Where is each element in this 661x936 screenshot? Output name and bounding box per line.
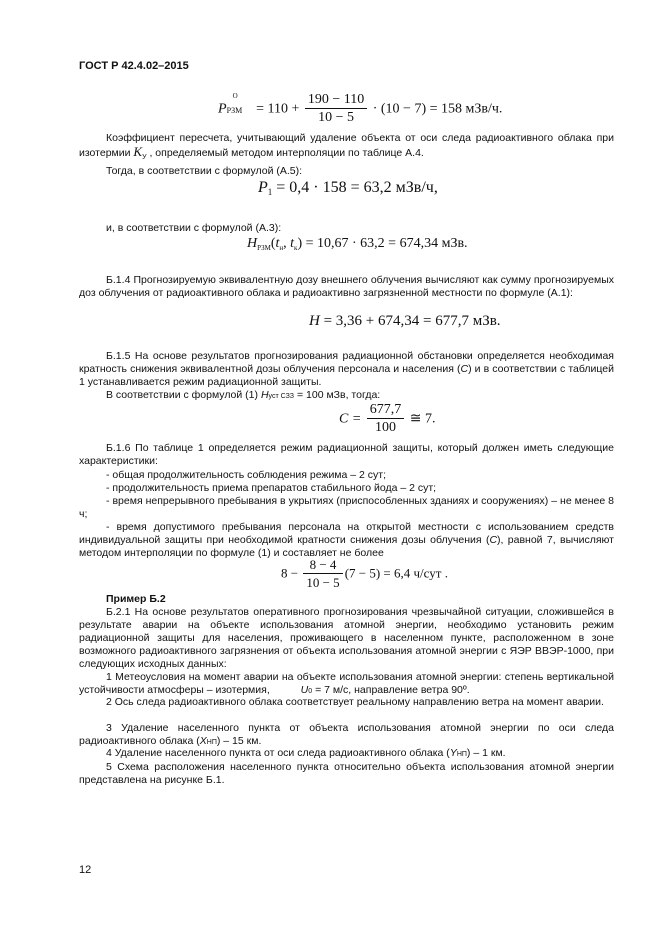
paragraph: и, в соответствии с формулой (А.3): bbox=[106, 222, 282, 234]
subscript: НП bbox=[206, 739, 217, 746]
formula-text: · (10 − 7) = 158 мЗв/ч. bbox=[372, 101, 503, 117]
text: , определяемый методом интерполяции по таблице А.4. bbox=[149, 147, 424, 159]
fraction-denominator: 10 − 5 bbox=[318, 110, 354, 125]
formula-text: = 110 + bbox=[256, 101, 300, 117]
formula-symbol: H bbox=[247, 236, 258, 251]
formula-subscript: РЗМ bbox=[257, 244, 271, 252]
formula-text: (7 − 5) = 6,4 ч/сут . bbox=[344, 565, 448, 581]
fraction-denominator: 10 − 5 bbox=[306, 575, 340, 590]
formula-subscript: 1 bbox=[267, 187, 273, 197]
text: = 7 м/с, направление ветра 90º. bbox=[315, 684, 470, 696]
page-number: 12 bbox=[79, 864, 92, 876]
formula-subscript: РЗМ bbox=[226, 106, 243, 115]
paragraph: Б.2.1 На основе результатов оперативного прогнозирования чрезвычайной ситуации, сложившейся в результате аварии на объекте использования атомной энергии, необходимо установить режим радиационной защиты для населения, проживающего в населенном пункте, расположенном в зоне возможного радиоактивного загрязнения от объекта использования атомной энергии с ЯЭР ВВЭР-1000, при следующих исходных данных: bbox=[79, 606, 614, 670]
formula-text: ≅ 7. bbox=[409, 411, 436, 427]
formula-fraction bbox=[305, 92, 367, 127]
formula-symbol: t bbox=[275, 236, 280, 251]
formula-fraction bbox=[367, 402, 405, 437]
subscript: уст СЗЗ bbox=[268, 393, 295, 400]
subscript: У bbox=[142, 154, 147, 161]
formula-p1 bbox=[258, 181, 438, 199]
text: 3 Удаление населенного пункта от объекта использования атомной энергии по оси следа радиоактивного облака ( bbox=[79, 722, 614, 747]
formula-text: ) bbox=[297, 236, 303, 251]
text: В соответствии с формулой (1) bbox=[106, 389, 259, 401]
list-item: - продолжительность приема препаратов стабильного йода – 2 сут; bbox=[106, 482, 437, 494]
symbol: U bbox=[300, 684, 309, 696]
formula-text: C = bbox=[339, 411, 362, 427]
formula-subscript: к bbox=[294, 244, 298, 252]
formula-text: , bbox=[283, 236, 291, 251]
list-item: - время непрерывного пребывания в укрытиях (приспособленных зданиях и сооружениях) – не менее 8 ч; bbox=[79, 495, 614, 520]
symbol: Y bbox=[449, 747, 457, 759]
paragraph: Б.1.4 Прогнозируемую эквивалентную дозу внешнего облучения вычисляют как сумму прогнозируемых доз облучения от радиоактивного облака и радиоактивно загрязненной местности по формуле (А.1): bbox=[79, 274, 614, 299]
paragraph bbox=[79, 747, 614, 761]
symbol: K bbox=[133, 144, 143, 159]
text: 1 Метеоусловия на момент аварии на объекте использования атомной энергии: степень вертикальной устойчивости атмосферы – изотермия, bbox=[79, 671, 614, 696]
formula-text: = 10,67 · 63,2 = 674,34 мЗв. bbox=[305, 236, 468, 251]
formula-fraction bbox=[303, 557, 342, 592]
symbol: C bbox=[460, 363, 469, 375]
text: ) и в соответствии с таблицей 1 устанавливается режим радиационной защиты. bbox=[79, 363, 615, 388]
formula-p-rzm bbox=[218, 92, 502, 127]
symbol: X bbox=[199, 735, 207, 747]
formula-h-rzm bbox=[247, 237, 468, 255]
formula-subscript: н bbox=[279, 244, 284, 252]
paragraph bbox=[79, 389, 614, 403]
paragraph: Б.1.6 По таблице 1 определяется режим радиационной защиты, который должен иметь следующие характеристики: bbox=[79, 442, 614, 467]
text: ), равной 7, вычисляют методом интерполяции по формуле (1) и составляет не более bbox=[79, 534, 614, 559]
paragraph bbox=[79, 350, 614, 389]
fraction-numerator: 190 − 110 bbox=[305, 92, 367, 109]
example-title: Пример Б.2 bbox=[106, 593, 166, 605]
formula-text: 8 − bbox=[281, 565, 299, 581]
paragraph bbox=[79, 671, 614, 698]
text: Б.1.5 На основе результатов прогнозирования радиационной обстановки определяется необходимая кратность снижения эквивалентной дозы облучения персонала и населения ( bbox=[79, 350, 614, 375]
formula-symbol: H bbox=[309, 313, 320, 329]
symbol: C bbox=[489, 534, 498, 546]
fraction-numerator: 677,7 bbox=[367, 402, 405, 419]
paragraph: 5 Схема расположения населенного пункта относительно объекта использования атомной энергии представлена на рисунке Б.1. bbox=[79, 761, 614, 786]
text: - время допустимого пребывания персонала на открытой местности с использованием средств индивидуальной защиты при необходимой кратности снижения дозы облучения ( bbox=[79, 521, 614, 546]
fraction-numerator: 8 − 4 bbox=[303, 557, 342, 574]
document-header: ГОСТ Р 42.4.02–2015 bbox=[79, 60, 189, 72]
text: ) – 1 км. bbox=[466, 747, 506, 759]
paragraph bbox=[79, 722, 614, 749]
formula-text: = 3,36 + 674,34 = 677,7 мЗв. bbox=[323, 313, 501, 329]
fraction-denominator: 100 bbox=[375, 420, 397, 435]
subscript: НП bbox=[456, 751, 467, 758]
formula-symbol: P bbox=[218, 101, 227, 117]
formula-time bbox=[281, 557, 448, 592]
paragraph: Тогда, в соответствии с формулой (А.5): bbox=[106, 165, 303, 177]
text: = 100 мЗв, тогда: bbox=[296, 389, 381, 401]
formula-text: ( bbox=[270, 236, 276, 251]
subscript: 0 bbox=[308, 688, 313, 695]
paragraph: 2 Ось следа радиоактивного облака соответствует реальному направлению ветра на момент аварии. bbox=[106, 696, 604, 708]
formula-text: = 0,4 · 158 = 63,2 мЗв/ч, bbox=[276, 179, 438, 196]
formula-symbol: P bbox=[258, 179, 268, 196]
list-item bbox=[79, 521, 614, 560]
symbol: H bbox=[260, 389, 269, 401]
text: 4 Удаление населенного пункта от оси следа радиоактивного облака ( bbox=[106, 747, 450, 759]
text: ) – 15 км. bbox=[216, 735, 262, 747]
paragraph bbox=[79, 132, 614, 164]
formula-superscript: О bbox=[232, 92, 238, 100]
formula-c bbox=[339, 402, 436, 437]
formula-h bbox=[309, 315, 501, 328]
formula-symbol: t bbox=[290, 236, 295, 251]
list-item: - общая продолжительность соблюдения режима – 2 сут; bbox=[106, 469, 387, 481]
text: Коэффициент пересчета, учитывающий удаление объекта от оси следа радиоактивного облака при изотермии bbox=[79, 132, 614, 159]
